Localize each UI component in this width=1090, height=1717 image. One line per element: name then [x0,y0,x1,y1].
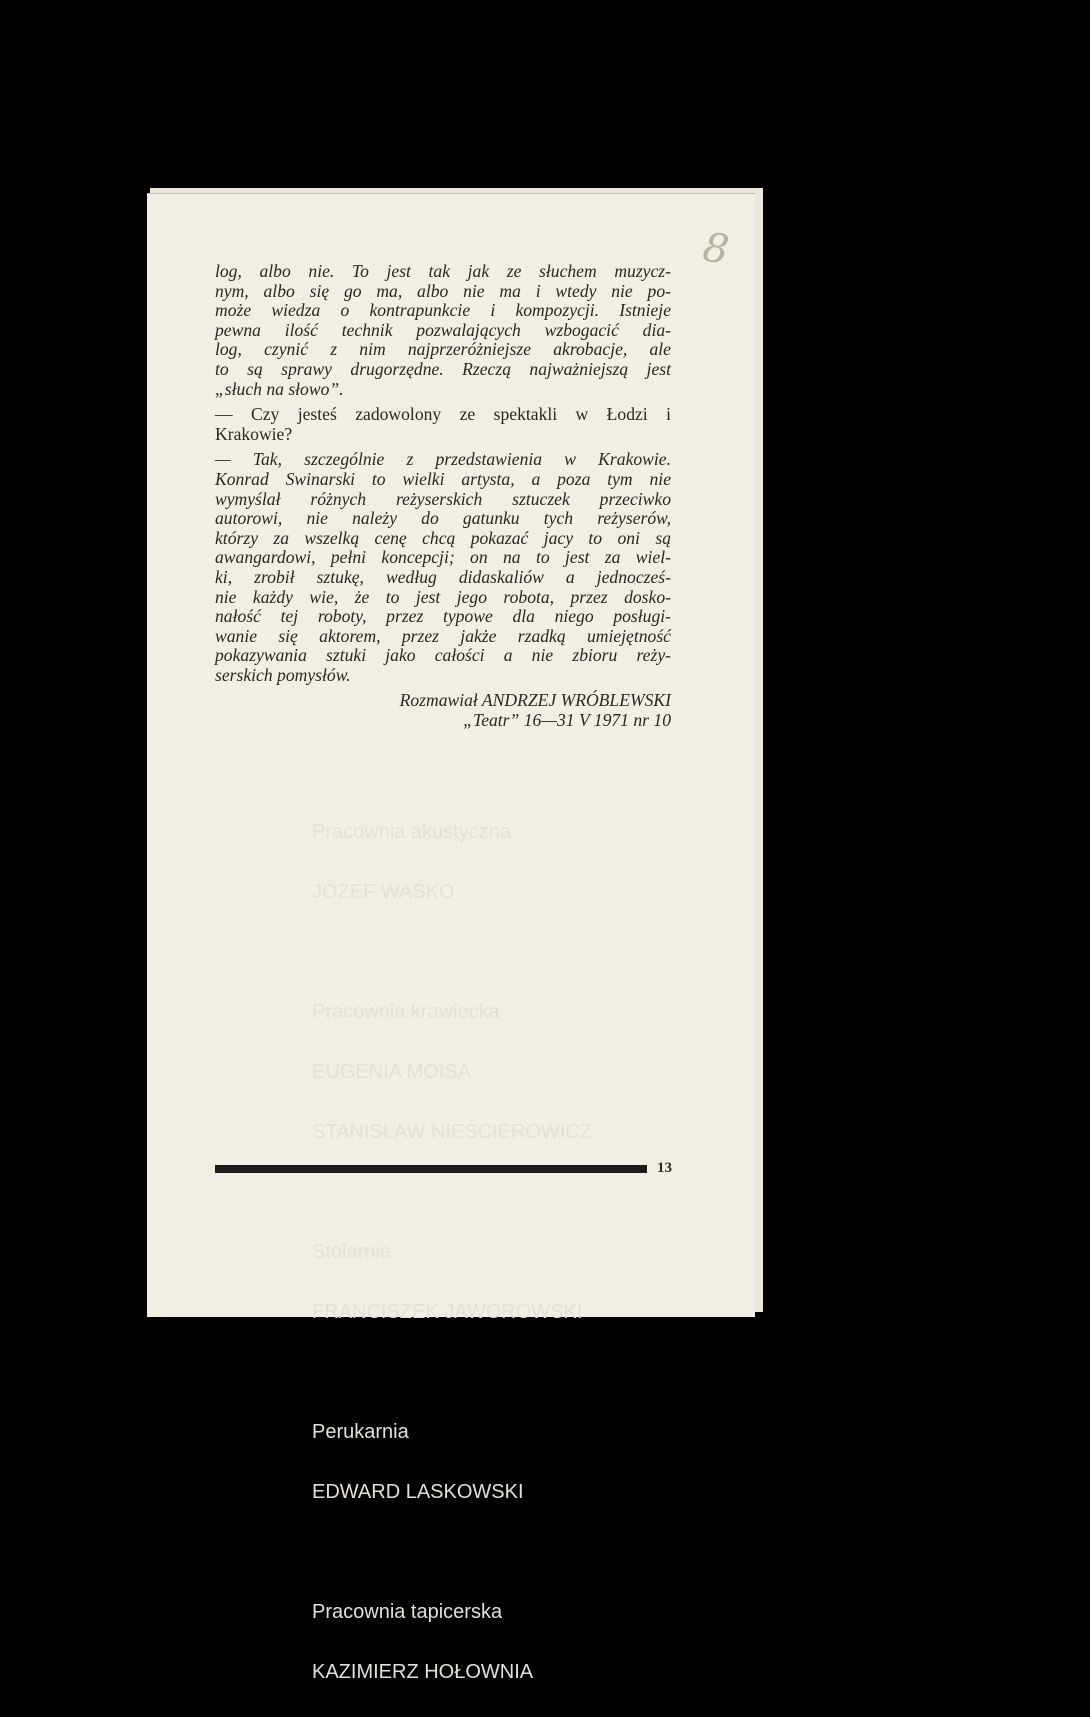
text-line: — Czy jesteś zadowolony ze spektakli w Łodzi i [215,404,671,425]
text-line: nie każdy wie, że to jest jego robota, przez dosko- [215,586,671,607]
text-line: autorowi, nie należy do gatunku tych reżyserów, [215,508,671,529]
text-line: to są sprawy drugorzędne. Rzeczą najważniejszą jest [215,358,671,379]
text-line: log, albo nie. To jest tak jak ze słuchem muzycz- [215,261,671,281]
footer-rule [215,1165,647,1173]
text-line: nym, albo się go ma, albo nie ma i wtedy nie po- [215,280,671,301]
page-number: 13 [657,1160,672,1176]
text-line: „słuch na słowo”. [215,378,344,399]
text-line: pokazywania sztuki jako całości a nie zbioru reży- [215,645,671,666]
text-line: nałość tej roboty, przez typowe dla niego posługi- [215,606,671,627]
show-through-line: JÓZEF WAŚKO [312,881,455,903]
show-through-line: Perukarnia [312,1421,409,1443]
show-through-line: EUGENIA MOISA [312,1061,471,1083]
text-line: może wiedza o kontrapunkcie i kompozycji. Istnieje [215,300,671,321]
show-through-line: KAZIMIERZ HOŁOWNIA [312,1661,534,1683]
show-through-line [312,937,612,967]
paragraph-question [215,405,671,444]
text-line: Krakowie? [215,423,293,444]
source-citation: „Teatr” 16—31 V 1971 nr 10 [463,710,671,731]
show-through-line: STANISŁAW NIEŚCIEROWICZ [312,1121,593,1143]
article-text [215,262,671,731]
handwritten-page-mark: 8 [699,224,732,274]
show-through-line: FRANCISZEK JAWOROWSKI [312,1301,583,1323]
text-line: Konrad Swinarski to wielki artysta, a poza tym nie [215,468,671,489]
text-line: — Tak, szczególnie z przedstawienia w Krakowie. [215,449,671,470]
show-through-line: Pracownia akustyczna [312,821,511,843]
show-through-line [312,1537,612,1567]
show-through-line: EDWARD LASKOWSKI [312,1481,524,1503]
paragraph-answer [215,450,671,685]
paragraph-answer-continued [215,262,671,399]
text-line: pewna ilość technik pozwalających wzbogacić dia- [215,319,671,340]
document-page [147,193,755,1683]
byline: Rozmawiał ANDRZEJ WRÓBLEWSKI [399,690,671,711]
text-line: wanie się aktorem, przez jakże rzadką umiejętność [215,625,671,646]
text-line: awangardowi, pełni koncepcji; on na to jest za wiel- [215,547,671,568]
show-through-line [312,1177,612,1207]
show-through-line [312,1357,612,1387]
text-line: serskich pomysłów. [215,664,351,685]
show-through-text [312,787,612,1717]
text-line: log, czynić z nim najprzeróżniejsze akrobacje, ale [215,339,671,360]
text-line: ki, zrobił sztukę, według didaskaliów a jednocześ- [215,566,671,587]
text-line: wymyślał różnych reżyserskich sztuczek przeciwko [215,488,671,509]
show-through-line: Pracownia tapicerska [312,1601,503,1623]
show-through-line: Pracownia krawiecka [312,1001,500,1023]
show-through-line: Stolarnia [312,1241,391,1263]
text-line: którzy za wszelką cenę chcą pokazać jacy to oni są [215,527,671,548]
